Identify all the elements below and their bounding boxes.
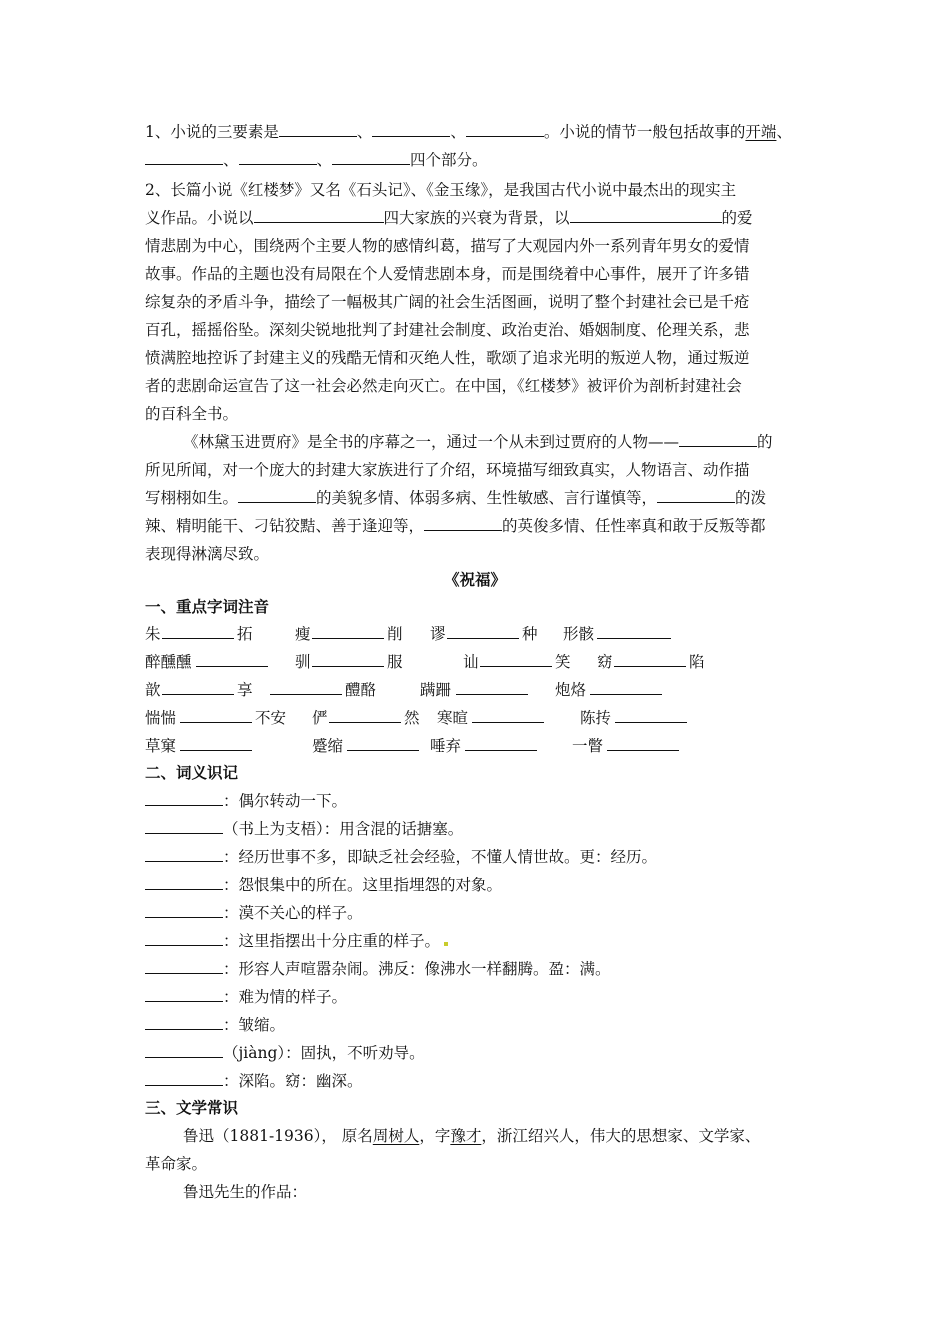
pinyin-word: 笑 bbox=[555, 653, 571, 671]
q1-line-2: 、 、 四个部分。 bbox=[145, 150, 488, 170]
fill-blank[interactable] bbox=[456, 680, 528, 695]
definition-item: ：偶尔转动一下。 bbox=[145, 791, 347, 811]
pinyin-word: 窈 bbox=[597, 653, 613, 671]
pinyin-word: 一瞥 bbox=[572, 737, 604, 755]
fill-blank[interactable] bbox=[238, 488, 316, 503]
q2-para2-line-4: 辣、精明能干、刁钻狡黠、善于逢迎等， 的英俊多情、任性率真和敢于反叛等都 bbox=[145, 517, 766, 535]
definition-item: ：深陷。窈：幽深。 bbox=[145, 1071, 363, 1091]
pinyin-word: 蹙缩 bbox=[312, 737, 344, 755]
q1-text: 1、小说的三要素是 bbox=[145, 123, 279, 141]
q2-line-9: 的百科全书。 bbox=[145, 405, 239, 423]
fill-blank[interactable] bbox=[162, 680, 234, 695]
fill-blank[interactable] bbox=[180, 736, 252, 751]
pinyin-word: 炮烙 bbox=[555, 681, 587, 699]
underlined-term: 豫才 bbox=[450, 1127, 482, 1145]
fill-blank[interactable] bbox=[372, 122, 450, 137]
pinyin-word: 草窠 bbox=[145, 737, 177, 755]
pinyin-word: 服 bbox=[387, 653, 403, 671]
fill-blank[interactable] bbox=[196, 652, 268, 667]
pinyin-word: 讪 bbox=[463, 653, 479, 671]
pinyin-word: 形骸 bbox=[563, 625, 595, 643]
pinyin-word: 削 bbox=[387, 625, 403, 643]
fill-blank[interactable] bbox=[145, 1071, 223, 1086]
fill-blank[interactable] bbox=[657, 488, 735, 503]
fill-blank[interactable] bbox=[570, 208, 722, 223]
fill-blank[interactable] bbox=[480, 652, 552, 667]
definition-item: ：经历世事不多，即缺乏社会经验，不懂人情世故。更：经历。 bbox=[145, 847, 657, 867]
pinyin-word: 醴酪 bbox=[345, 681, 377, 699]
pinyin-word: 然 bbox=[404, 709, 420, 727]
definition-item: ：形容人声喧嚣杂闹。沸反：像沸水一样翻腾。盈：满。 bbox=[145, 959, 611, 979]
pinyin-word: 蹒跚 bbox=[420, 681, 452, 699]
q2-line-7: 愤满腔地控诉了封建主义的残酷无情和灭绝人性，歌颂了追求光明的叛逆人物，通过叛逆 bbox=[145, 349, 750, 367]
pinyin-word: 享 bbox=[237, 681, 253, 699]
fill-blank[interactable] bbox=[270, 680, 342, 695]
fill-blank[interactable] bbox=[145, 150, 223, 165]
fill-blank[interactable] bbox=[145, 875, 223, 890]
q2-para2-line-3: 写栩栩如生。 的美貌多情、体弱多病、生性敏感、言行谨慎等， 的泼 bbox=[145, 489, 767, 507]
underlined-term: 周树人 bbox=[372, 1127, 420, 1145]
works-heading: 鲁迅先生的作品： bbox=[183, 1183, 308, 1201]
fill-blank[interactable] bbox=[329, 708, 401, 723]
pinyin-word: 种 bbox=[522, 625, 538, 643]
q2-line-5: 综复杂的矛盾斗争，描绘了一幅极其广阔的社会生活图画，说明了整个封建社会已是千疮 bbox=[145, 293, 750, 311]
q2-line-1: 2、长篇小说《红楼梦》又名《石头记》、《金玉缘》，是我国古代小说中最杰出的现实主 bbox=[145, 181, 737, 199]
definition-item: ：皱缩。 bbox=[145, 1015, 285, 1035]
definition-item: （jiàng）：固执，不听劝导。 bbox=[145, 1043, 425, 1063]
fill-blank[interactable] bbox=[312, 624, 384, 639]
pinyin-word: 朱 bbox=[145, 625, 161, 643]
fill-blank[interactable] bbox=[145, 819, 223, 834]
fill-blank[interactable] bbox=[254, 208, 384, 223]
fill-blank[interactable] bbox=[180, 708, 252, 723]
pinyin-word: 唾弃 bbox=[430, 737, 462, 755]
section-2-heading: 二、词义识记 bbox=[145, 764, 239, 782]
fill-blank[interactable] bbox=[145, 903, 223, 918]
q1-line-1: 1、小说的三要素是 、 、 。小说的情节一般包括故事的开端、 bbox=[145, 123, 792, 141]
fill-blank[interactable] bbox=[347, 736, 419, 751]
section-3-heading: 三、文学常识 bbox=[145, 1099, 239, 1117]
pinyin-word: 惴惴 bbox=[145, 709, 177, 727]
fill-blank[interactable] bbox=[447, 624, 519, 639]
fill-blank[interactable] bbox=[162, 624, 234, 639]
pinyin-word: 寒暄 bbox=[437, 709, 469, 727]
fill-blank[interactable] bbox=[279, 122, 357, 137]
q2-line-8: 者的悲剧命运宣告了这一社会必然走向灭亡。在中国，《红楼梦》被评价为剖析封建社会 bbox=[145, 377, 742, 395]
fill-blank[interactable] bbox=[615, 708, 687, 723]
fill-blank[interactable] bbox=[614, 652, 686, 667]
fill-blank[interactable] bbox=[607, 736, 679, 751]
definition-item: ：难为情的样子。 bbox=[145, 987, 347, 1007]
section-title: 《祝福》 bbox=[443, 571, 506, 589]
pinyin-word: 陷 bbox=[689, 653, 705, 671]
pinyin-word: 歆 bbox=[145, 681, 161, 699]
pinyin-word: 拓 bbox=[237, 625, 253, 643]
pinyin-word: 醉醺醺 bbox=[145, 653, 192, 671]
fill-blank[interactable] bbox=[145, 959, 223, 974]
fill-blank[interactable] bbox=[145, 987, 223, 1002]
underlined-term: 开端 bbox=[745, 123, 777, 141]
fill-blank[interactable] bbox=[466, 122, 544, 137]
fill-blank[interactable] bbox=[145, 1043, 223, 1058]
fill-blank[interactable] bbox=[597, 624, 671, 639]
definition-item: ：漠不关心的样子。 bbox=[145, 903, 363, 923]
author-intro-line-2: 革命家。 bbox=[145, 1155, 208, 1173]
fill-blank[interactable] bbox=[145, 791, 223, 806]
q2-line-3: 情悲剧为中心，围绕两个主要人物的感情纠葛，描写了大观园内外一系列青年男女的爱情 bbox=[145, 237, 750, 255]
fill-blank[interactable] bbox=[239, 150, 317, 165]
q2-para2-line-1: 《林黛玉进贾府》是全书的序幕之一，通过一个从未到过贾府的人物—— 的 bbox=[183, 433, 773, 451]
fill-blank[interactable] bbox=[145, 931, 223, 946]
fill-blank[interactable] bbox=[145, 1015, 223, 1030]
pinyin-word: 驯 bbox=[295, 653, 311, 671]
q2-line-6: 百孔，摇摇俗坠。深刻尖锐地批判了封建社会制度、政治吏治、婚姻制度、伦理关系，悲 bbox=[145, 321, 750, 339]
author-intro-line-1: 鲁迅（1881-1936）， 原名周树人，字豫才，浙江绍兴人，伟大的思想家、文学家、 bbox=[183, 1127, 761, 1145]
q2-line-4: 故事。作品的主题也没有局限在个人爱情悲剧本身，而是围绕着中心事件，展开了许多错 bbox=[145, 265, 750, 283]
pinyin-word: 瘦 bbox=[295, 625, 311, 643]
pinyin-word: 谬 bbox=[430, 625, 446, 643]
q2-para2-line-5: 表现得淋漓尽致。 bbox=[145, 545, 270, 563]
pinyin-word: 俨 bbox=[312, 709, 328, 727]
pinyin-word: 不安 bbox=[255, 709, 287, 727]
q2-line-2: 义作品。小说以 四大家族的兴衰为背景，以 的爱 bbox=[145, 209, 753, 227]
definition-item: ：怨恨集中的所在。这里指埋怨的对象。 bbox=[145, 875, 502, 895]
highlight-mark bbox=[444, 942, 448, 946]
pinyin-word: 陈抟 bbox=[580, 709, 612, 727]
fill-blank[interactable] bbox=[590, 680, 662, 695]
fill-blank[interactable] bbox=[472, 708, 544, 723]
definition-item: ：这里指摆出十分庄重的样子。 bbox=[145, 931, 448, 951]
fill-blank[interactable] bbox=[424, 516, 502, 531]
section-1-heading: 一、重点字词注音 bbox=[145, 598, 270, 616]
fill-blank[interactable] bbox=[312, 652, 384, 667]
fill-blank[interactable] bbox=[679, 432, 757, 447]
fill-blank[interactable] bbox=[465, 736, 537, 751]
fill-blank[interactable] bbox=[332, 150, 410, 165]
definition-item: （书上为支梧）：用含混的话搪塞。 bbox=[145, 819, 463, 839]
q2-para2-line-2: 所见所闻，对一个庞大的封建大家族进行了介绍，环境描写细致真实，人物语言、动作描 bbox=[145, 461, 750, 479]
fill-blank[interactable] bbox=[145, 847, 223, 862]
